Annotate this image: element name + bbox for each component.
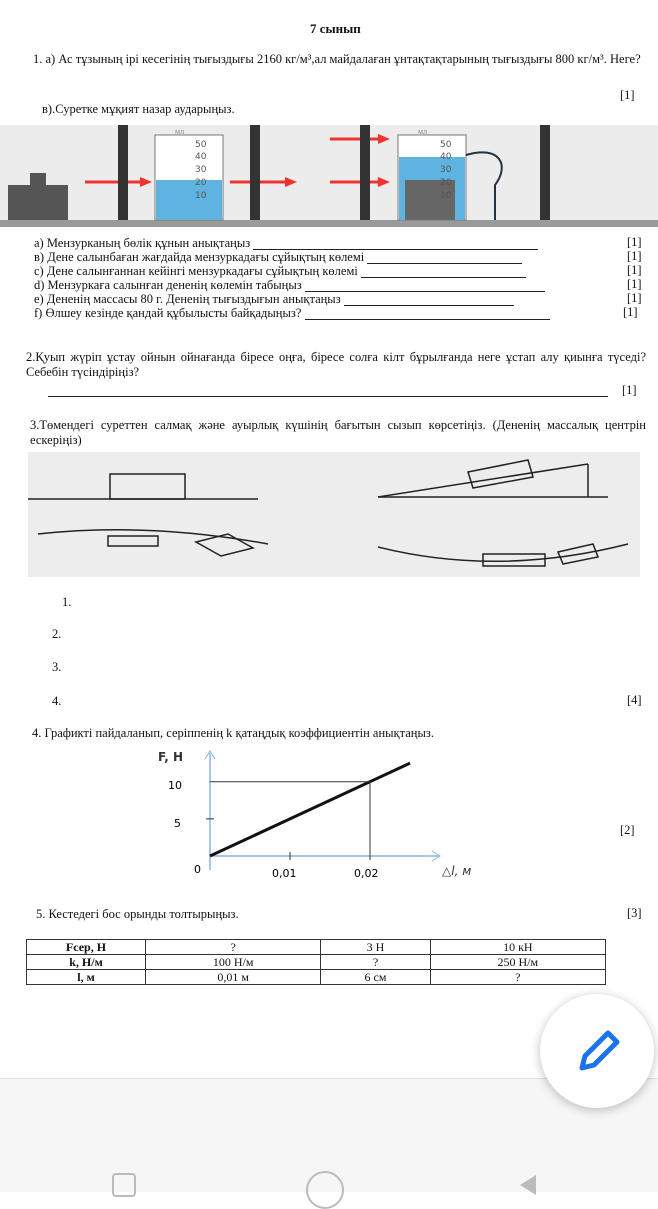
edit-button[interactable] [540, 994, 654, 1108]
page-title: 7 сынып [310, 21, 361, 36]
q1-item-f: f) Өлшеу кезінде қандай құбылысты байқадыңыз? [34, 306, 302, 320]
svg-text:30: 30 [195, 165, 207, 175]
q4-chart [150, 745, 510, 885]
svg-text:20: 20 [440, 178, 452, 188]
table-row: k, Н/м 100 Н/м ? 250 Н/м [27, 955, 606, 970]
q1-item-mark: [1] [627, 277, 642, 291]
q1-a-mark: [1] [620, 88, 635, 102]
q3-answer-2: 2. [52, 627, 62, 641]
q1-item-mark: [1] [627, 249, 642, 263]
answer-field[interactable] [253, 238, 538, 250]
q4-text: 4. Графикті пайдаланып, серіппенің k қатаңдық коэффициентін анықтаңыз. [32, 726, 434, 740]
answer-field[interactable] [305, 308, 550, 320]
table-row: l, м 0,01 м 6 см ? [27, 970, 606, 985]
q1-item-c: с) Дене салынғаннан кейінгі мензуркадағы сұйықтың көлемі [34, 264, 358, 278]
svg-text:50: 50 [195, 140, 207, 150]
q1-item-mark: [1] [623, 305, 638, 319]
answer-field[interactable] [361, 266, 526, 278]
recent-apps-button[interactable] [112, 1173, 136, 1197]
answer-field[interactable] [344, 294, 514, 306]
q1-item-e: е) Дененің массасы 80 г. Дененің тығыздығын анықтаңыз [34, 292, 341, 306]
q1-a: 1. а) Ас тұзының ірі кесегінің тығыздығы 2160 кг/м³,ал майдалаған ұнтақтақтарының тығыздығы 800 кг/м³. Неге? [33, 52, 641, 66]
svg-text:50: 50 [440, 140, 452, 150]
svg-text:10: 10 [440, 191, 452, 201]
x-tick: 0,01 [272, 867, 297, 880]
table-row: Fсер, Н ? 3 Н 10 кН [27, 940, 606, 955]
q3-text: 3.Төмендегі суреттен салмақ және ауырлық күшінің бағытын сызып көрсетіңіз. (Дененің массалық центрін ескеріңіз) [30, 418, 646, 447]
q3-answer-3: 3. [52, 660, 62, 674]
svg-text:10: 10 [195, 191, 207, 201]
answer-field[interactable] [305, 280, 545, 292]
q5-table [26, 939, 606, 985]
q5-text: 5. Кестедегі бос орынды толтырыңыз. [36, 907, 239, 921]
q2-answer-field[interactable] [48, 385, 608, 397]
series-line [210, 763, 410, 856]
svg-text:40: 40 [195, 152, 207, 162]
home-button[interactable] [306, 1171, 344, 1209]
beaker-unit: мл [418, 127, 428, 136]
q3-figure [28, 452, 640, 577]
q1-item-mark: [1] [627, 263, 642, 277]
q1-item-d: d) Мензуркаға салынған дененің көлемін табыңыз [34, 278, 302, 292]
q3-mark: [4] [627, 693, 642, 707]
x-axis-label: △l, м [442, 864, 472, 878]
answer-field[interactable] [367, 252, 522, 264]
q1-b: в).Суретке мұқият назар аударыңыз. [42, 102, 235, 116]
beaker-unit: мл [175, 127, 185, 136]
beaker-figure [0, 125, 658, 227]
y-axis-label: F, Н [158, 750, 184, 764]
q4-mark: [2] [620, 823, 635, 837]
svg-text:20: 20 [195, 178, 207, 188]
q1-item-b: в) Дене салынбаған жағдайда мензуркадағы сұйықтың көлемі [34, 250, 365, 264]
q1-item-a: а) Мензурканың бөлік құнын анықтаңыз [34, 236, 251, 250]
q2-text: 2.Қуып жүріп ұстау ойнын ойнағанда біресе оңға, біресе солға кілт бұрылғанда неге ұстап алу қиынға түседі? Себебін түсіндіріңіз? [26, 350, 646, 379]
y-tick: 10 [168, 779, 182, 792]
y-tick: 0 [194, 863, 201, 876]
q3-answer-4: 4. [52, 694, 62, 708]
q5-mark: [3] [627, 906, 642, 920]
q1-item-mark: [1] [627, 235, 642, 249]
y-tick: 5 [174, 817, 181, 830]
q1-item-mark: [1] [627, 291, 642, 305]
svg-text:40: 40 [440, 152, 452, 162]
q2-mark: [1] [622, 383, 637, 397]
back-button[interactable] [520, 1175, 536, 1195]
pencil-icon [540, 994, 654, 1108]
x-tick: 0,02 [354, 867, 379, 880]
q3-answer-1: 1. [62, 595, 72, 609]
svg-text:30: 30 [440, 165, 452, 175]
